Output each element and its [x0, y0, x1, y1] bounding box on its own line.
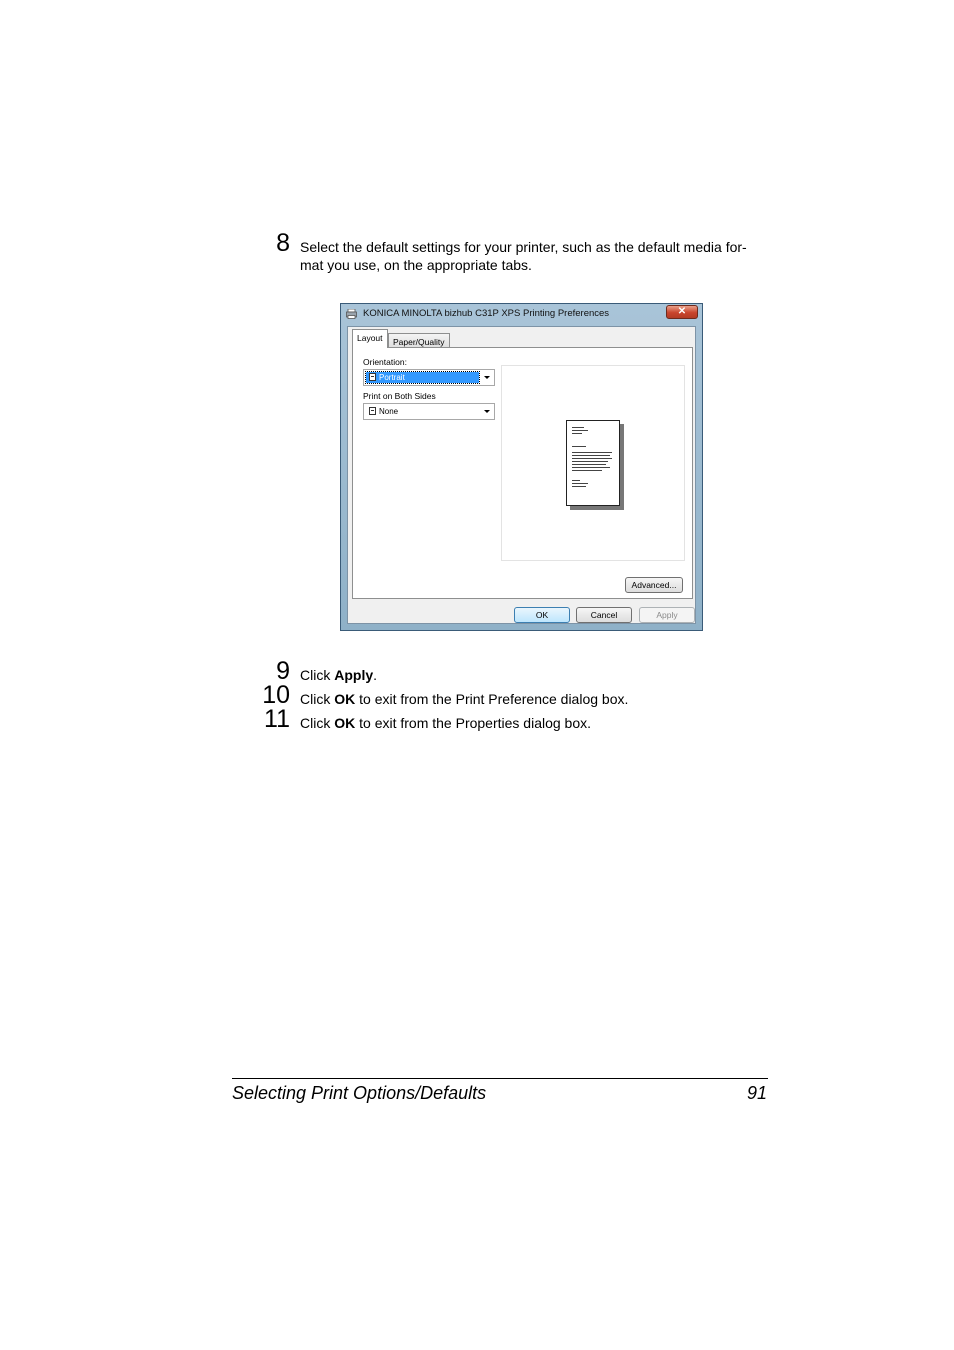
advanced-button[interactable]: Advanced...	[625, 577, 683, 593]
close-button[interactable]: ✕	[666, 305, 698, 319]
apply-button[interactable]: Apply	[639, 607, 695, 623]
title-bar	[341, 304, 702, 324]
footer-section-title: Selecting Print Options/Defaults	[232, 1083, 487, 1103]
layout-panel	[352, 347, 693, 599]
duplex-value: None	[379, 407, 399, 416]
step-number: 9	[276, 657, 290, 685]
step-number: 8	[276, 229, 290, 257]
cancel-button[interactable]: Cancel	[576, 607, 632, 623]
step-text: Click Apply.	[300, 667, 378, 683]
dialog-client-area	[347, 326, 696, 624]
printing-preferences-dialog	[340, 303, 703, 631]
duplex-select[interactable]	[363, 403, 495, 420]
orientation-label: Orientation:	[363, 357, 407, 367]
printer-icon	[346, 309, 357, 319]
page-preview-icon	[566, 420, 620, 506]
step-text: Click OK to exit from the Print Preference dialog box.	[300, 691, 629, 707]
step-number: 11	[264, 705, 290, 733]
orientation-value: Portrait	[379, 373, 405, 382]
portrait-icon	[369, 373, 376, 381]
step-text: Click OK to exit from the Properties dialog box.	[300, 715, 592, 731]
orientation-select[interactable]	[363, 369, 495, 386]
ok-button[interactable]: OK	[514, 607, 570, 623]
duplex-label: Print on Both Sides	[363, 391, 436, 401]
footer-divider	[232, 1078, 768, 1079]
footer-page-number: 91	[746, 1083, 767, 1103]
chevron-down-icon	[484, 376, 490, 379]
step-number: 10	[262, 681, 290, 709]
dialog-title: KONICA MINOLTA bizhub C31P XPS Printing Preferences	[363, 308, 610, 319]
tab-layout[interactable]: Layout	[352, 329, 388, 348]
step-text: Select the default settings for your printer, such as the default media for-mat you use, on the appropriate tabs.	[300, 239, 747, 273]
tab-paper-quality[interactable]: Paper/Quality	[388, 333, 450, 349]
layout-preview	[501, 365, 685, 561]
chevron-down-icon	[484, 410, 490, 413]
duplex-icon	[369, 407, 376, 415]
